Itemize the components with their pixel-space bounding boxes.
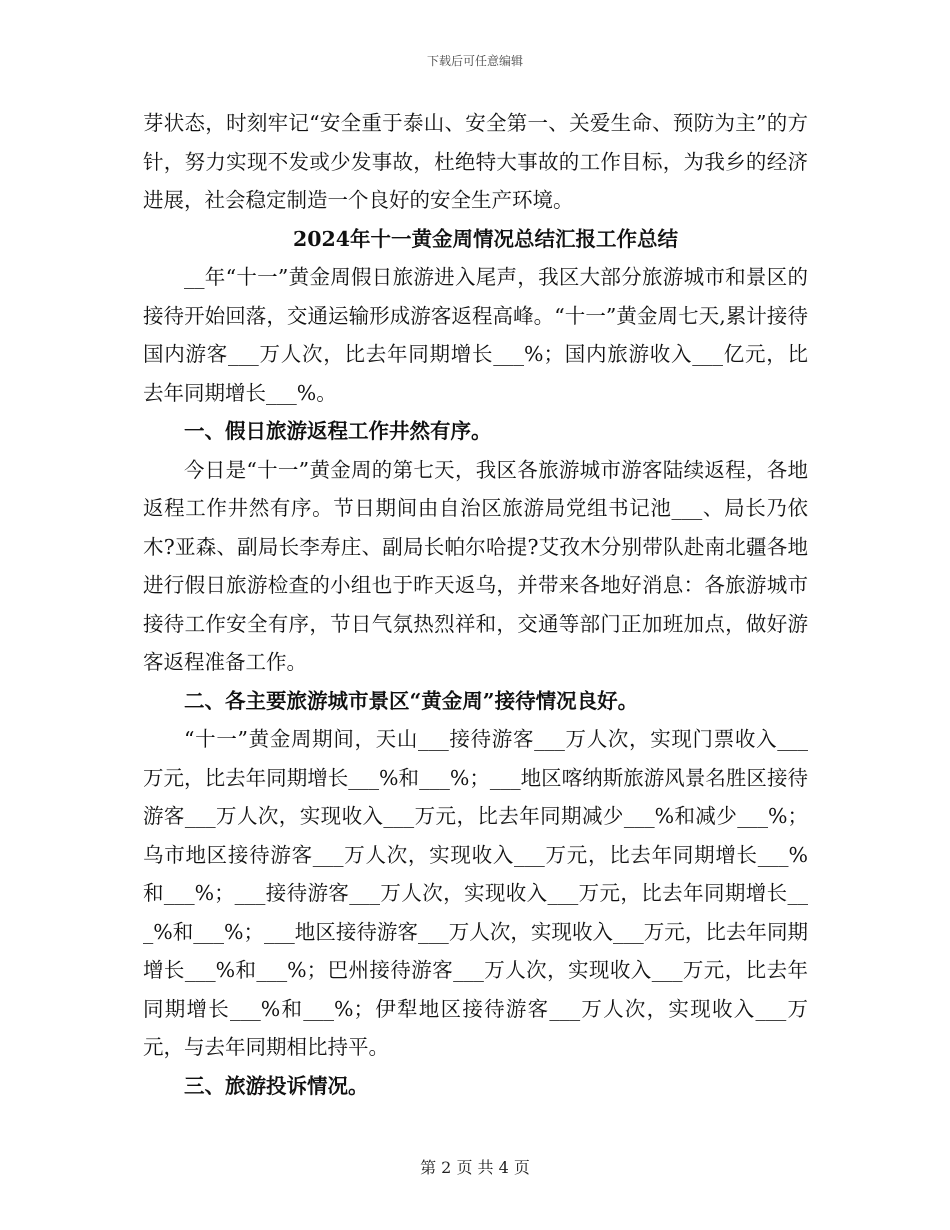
document-body <box>143 104 808 1105</box>
section-1-heading: 一、假日旅游返程工作井然有序。 <box>184 419 492 443</box>
intro-paragraph: 芽状态，时刻牢记“安全重于泰山、安全第一、关爱生命、预防为主”的方针，努力实现不发或少发事故，杜绝特大事故的工作目标，为我乡的经济进展，社会稳定制造一个良好的安全生产环境。 <box>143 111 808 212</box>
section-2-paragraph: “十一”黄金周期间，天山___接待游客___万人次，实现门票收入___万元，比去年同期增长___%和___%；___地区喀纳斯旅游风景名胜区接待游客___万人次，实现收入___万元，比去年同期减少___%和减少___%；乌市地区接待游客___万人次，实现收入___万元，比去年同期增长___%和___%；___接待游客___万人次，实现收入___万元，比去年同期增长___%和___%；___地区接待游客___万人次，实现收入___万元，比去年同期增长___%和___%；巴州接待游客___万人次，实现收入___万元，比去年同期增长___%和___%；伊犁地区接待游客___万人次，实现收入___万元，与去年同期相比持平。 <box>143 727 808 1059</box>
page-number: 第 2 页 共 4 页 <box>420 1158 530 1177</box>
section-1-paragraph: 今日是“十一”黄金周的第七天，我区各旅游城市游客陆续返程，各地返程工作井然有序。节日期间由自治区旅游局党组书记池___、局长乃依木?亚森、副局长李寿庄、副局长帕尔哈提?艾孜木分别带队赴南北疆各地进行假日旅游检查的小组也于昨天返乌，并带来各地好消息：各旅游城市接待工作安全有序，节日气氛热烈祥和，交通等部门正加班加点，做好游客返程准备工作。 <box>143 457 808 674</box>
document-title: 2024年十一黄金周情况总结汇报工作总结 <box>292 226 679 251</box>
section-3-heading: 三、旅游投诉情况。 <box>184 1073 369 1098</box>
opening-paragraph: __年“十一”黄金周假日旅游进入尾声，我区大部分旅游城市和景区的接待开始回落，交通运输形成游客返程高峰。“十一”黄金周七天,累计接待国内游客___万人次，比去年同期增长___%；国内旅游收入___亿元，比去年同期增长___%。 <box>143 265 808 405</box>
header-note: 下载后可任意编辑 <box>426 54 523 68</box>
section-2-heading: 二、各主要旅游城市景区“黄金周”接待情况良好。 <box>184 688 639 713</box>
